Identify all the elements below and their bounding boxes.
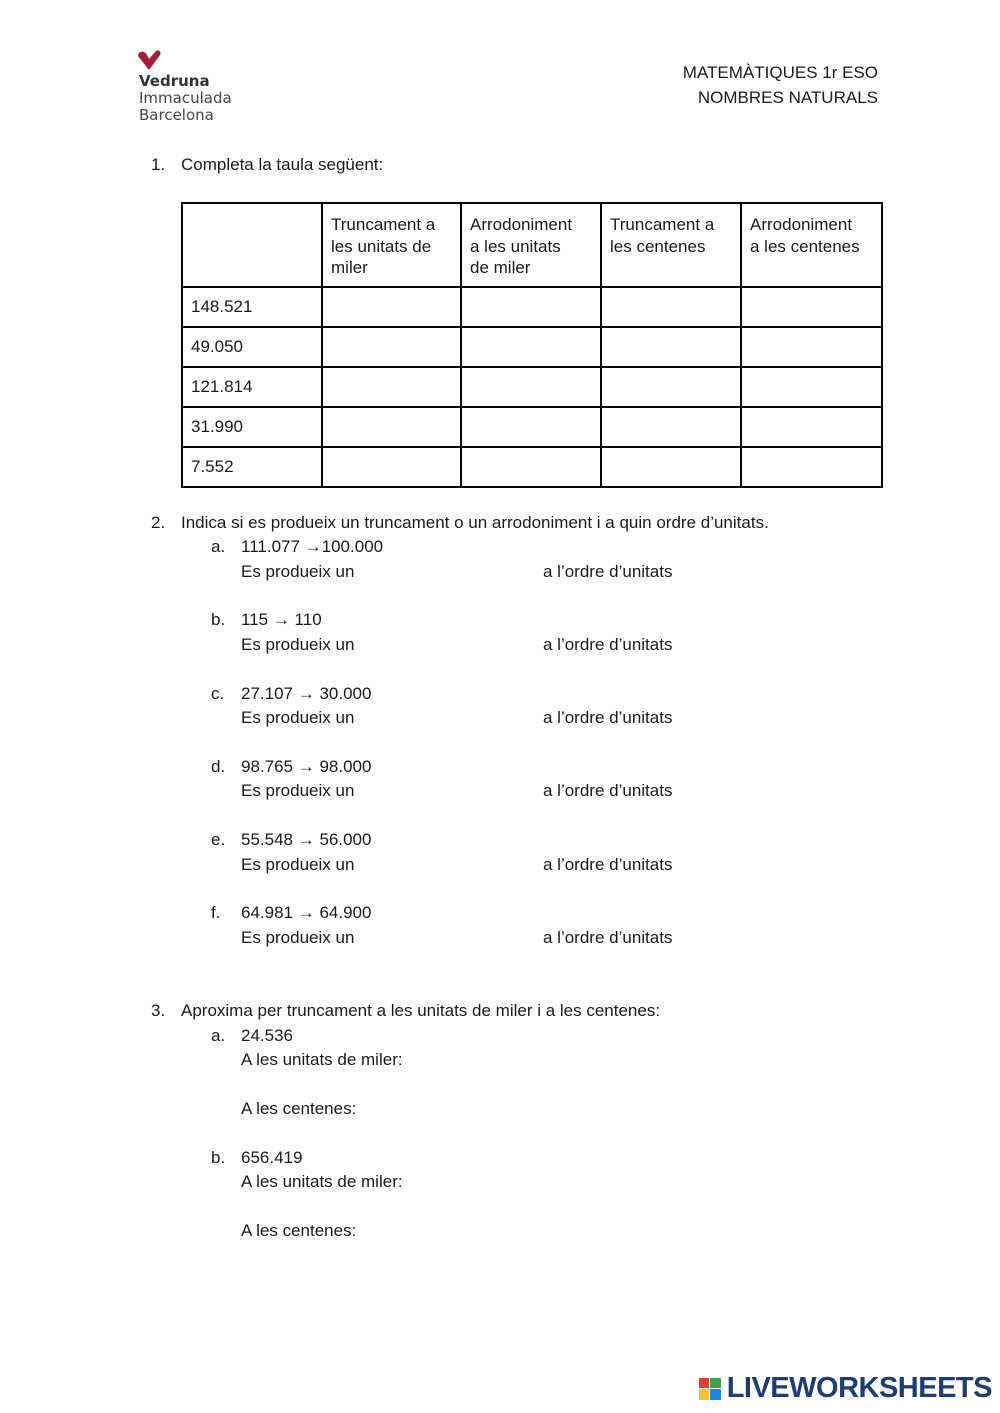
q1-prompt: Completa la taula següent:: [181, 155, 384, 174]
header-cell-trunc-centenes: Truncament a les centenes: [601, 203, 741, 287]
fill-label-order: a l’ordre d’unitats: [543, 928, 673, 947]
badge-square: [699, 1389, 710, 1400]
row-number-cell: 121.814: [182, 367, 322, 407]
topic-title: NOMBRES NATURALS: [697, 87, 878, 107]
answer-cell[interactable]: [741, 367, 882, 407]
answer-cell[interactable]: [322, 327, 461, 367]
school-logo: [136, 50, 246, 122]
q3-heading: [151, 1001, 661, 1021]
fill-label-type: Es produeix un: [241, 781, 355, 800]
fill-label-type: Es produeix un: [241, 855, 355, 874]
item-letter: b.: [211, 610, 226, 629]
subject-title: MATEMÀTIQUES 1r ESO: [682, 63, 878, 82]
header-cell-empty: [182, 203, 322, 287]
label-miler: A les unitats de miler:: [241, 1050, 403, 1069]
item-letter: b.: [211, 1148, 226, 1167]
answer-cell[interactable]: [741, 287, 882, 327]
item-value: 656.419: [241, 1148, 303, 1167]
item-expression: 111.077 →100.000: [241, 537, 384, 556]
answer-cell[interactable]: [322, 407, 461, 447]
answer-cell[interactable]: [601, 327, 741, 367]
q3-number: 3.: [151, 1001, 166, 1020]
logo-school: Immaculada: [139, 89, 232, 107]
logo-city: Barcelona: [139, 106, 214, 124]
item-expression: 115 → 110: [241, 610, 322, 629]
table-row: [182, 447, 882, 487]
answer-cell[interactable]: [601, 367, 741, 407]
page-header: [683, 61, 878, 110]
q2-heading: [151, 513, 769, 533]
row-number-cell: 7.552: [182, 447, 322, 487]
row-number-cell: 148.521: [182, 287, 322, 327]
item-letter: c.: [211, 684, 225, 703]
rounding-table: [181, 202, 883, 488]
answer-cell[interactable]: [741, 407, 882, 447]
q1-number: 1.: [151, 155, 166, 174]
row-number-cell: 31.990: [182, 407, 322, 447]
badge-square: [710, 1378, 721, 1389]
item-expression: 27.107 → 30.000: [241, 684, 372, 703]
liveworksheets-logo: [699, 1372, 992, 1405]
item-expression: 98.765 → 98.000: [241, 757, 372, 776]
table-row: [182, 367, 882, 407]
answer-cell[interactable]: [741, 327, 882, 367]
fill-label-order: a l’ordre d’unitats: [543, 855, 673, 874]
liveworksheets-badge-icon: [699, 1378, 721, 1400]
header-cell-arrod-centenes: Arrodoniment a les centenes: [741, 203, 882, 287]
answer-cell[interactable]: [322, 367, 461, 407]
q2-prompt: Indica si es produeix un truncament o un arrodoniment i a quin ordre d’unitats.: [181, 513, 769, 532]
badge-square: [710, 1389, 721, 1400]
fill-label-order: a l’ordre d’unitats: [543, 708, 673, 727]
answer-cell[interactable]: [741, 447, 882, 487]
fill-label-order: a l’ordre d’unitats: [543, 781, 673, 800]
fill-label-order: a l’ordre d’unitats: [543, 562, 673, 581]
item-expression: 55.548 → 56.000: [241, 830, 372, 849]
item-letter: e.: [211, 830, 226, 849]
label-miler: A les unitats de miler:: [241, 1172, 403, 1191]
item-letter: a.: [211, 537, 226, 556]
answer-cell[interactable]: [461, 287, 601, 327]
liveworksheets-brand: LIVEWORKSHEETS: [726, 1372, 992, 1404]
answer-cell[interactable]: [322, 447, 461, 487]
answer-cell[interactable]: [601, 287, 741, 327]
item-expression: 64.981 → 64.900: [241, 903, 372, 922]
header-cell-arrod-miler: Arrodoniment a les unitats de miler: [461, 203, 601, 287]
item-letter: a.: [211, 1026, 226, 1045]
item-value: 24.536: [241, 1026, 293, 1045]
header-cell-trunc-miler: Truncament a les unitats de miler: [322, 203, 461, 287]
answer-cell[interactable]: [601, 407, 741, 447]
table-row: [182, 407, 882, 447]
item-letter: f.: [211, 903, 221, 922]
fill-label-type: Es produeix un: [241, 562, 355, 581]
heart-check-icon: [136, 50, 162, 72]
answer-cell[interactable]: [601, 447, 741, 487]
fill-label-order: a l’ordre d’unitats: [543, 635, 673, 654]
fill-label-type: Es produeix un: [241, 708, 355, 727]
row-number-cell: 49.050: [182, 327, 322, 367]
table-row: [182, 287, 882, 327]
badge-square: [699, 1378, 710, 1389]
answer-cell[interactable]: [461, 367, 601, 407]
answer-cell[interactable]: [461, 327, 601, 367]
label-centenes: A les centenes:: [241, 1099, 357, 1118]
item-letter: d.: [211, 757, 226, 776]
q1-heading: [151, 155, 384, 175]
q2-number: 2.: [151, 513, 166, 532]
label-centenes: A les centenes:: [241, 1221, 357, 1240]
answer-cell[interactable]: [461, 447, 601, 487]
fill-label-type: Es produeix un: [241, 928, 355, 947]
answer-cell[interactable]: [322, 287, 461, 327]
q3-prompt: Aproxima per truncament a les unitats de miler i a les centenes:: [181, 1001, 661, 1020]
answer-cell[interactable]: [461, 407, 601, 447]
logo-name: Vedruna: [139, 72, 210, 90]
table-header-row: [182, 203, 882, 287]
table-row: [182, 327, 882, 367]
fill-label-type: Es produeix un: [241, 635, 355, 654]
